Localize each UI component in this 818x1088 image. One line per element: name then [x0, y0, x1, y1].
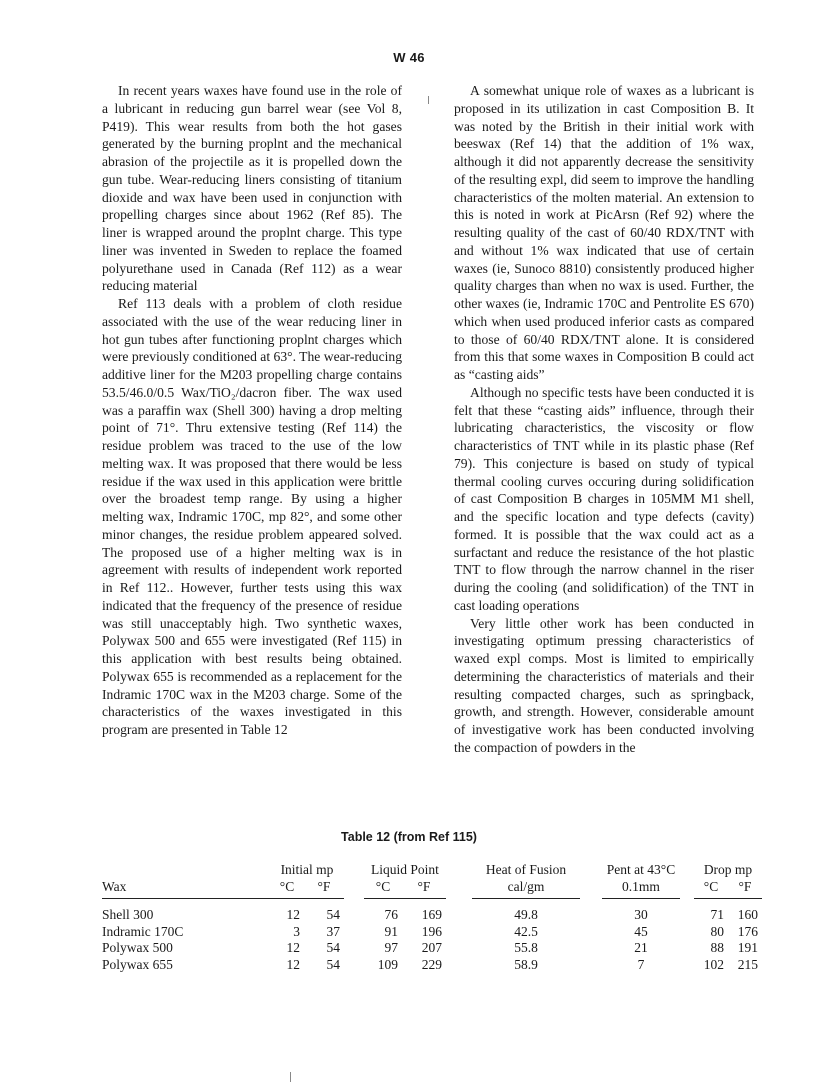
col-header-liq-c: °C: [364, 879, 402, 899]
cell-drop-f: 160: [737, 907, 758, 922]
cell-init-f: 37: [326, 923, 340, 939]
cell-wax: Polywax 500: [102, 940, 173, 955]
cell-liq-f: 229: [421, 956, 442, 972]
cell-pent: 45: [634, 923, 648, 939]
cell-drop-c: 71: [710, 907, 724, 922]
col-header-init-c: °C: [270, 879, 304, 899]
col-header-drop-c: °C: [694, 879, 728, 899]
cell-init-f: 54: [326, 956, 340, 972]
cell-heat: 42.5: [514, 923, 538, 939]
cell-init-c: 12: [286, 956, 300, 972]
cell-liq-c: 97: [384, 940, 398, 955]
col-header-pent-unit: 0.1mm: [602, 879, 680, 899]
cell-liq-f: 169: [421, 907, 442, 922]
table-row: [102, 907, 762, 924]
cell-heat: 55.8: [514, 940, 538, 955]
cell-liq-f: 207: [421, 940, 442, 955]
scan-artifact: [290, 1072, 291, 1082]
cell-init-f: 54: [326, 907, 340, 922]
table-row: [102, 957, 762, 974]
cell-pent: 30: [634, 907, 648, 922]
col-group-initial-mp: Initial mp: [280, 862, 334, 877]
scan-artifact: [428, 96, 429, 104]
cell-wax: Indramic 170C: [102, 923, 184, 939]
cell-drop-c: 102: [703, 956, 724, 972]
table-row: [102, 924, 762, 941]
paragraph: Although no specific tests have been conducted it is felt that these “casting aids” influence, through their lubricating characteristics, the viscosity or flow characteristics of TNT while in its plastic phase (Ref 79). This conjecture is based on study of typical thermal cooling curves occuring during solidification of cast Composition B charges in 105MM M1 shell, and the specific location and type defects (cavity) formed. It is possible that the wax could act as a surfactant and reduce the resistance of the hot plastic TNT to flow through the narrow channel in the riser during the cooling (and solidification) of the TNT in cast loading operations: [454, 384, 754, 613]
cell-wax: Polywax 655: [102, 956, 173, 972]
cell-heat: 58.9: [514, 956, 538, 972]
right-column: [454, 82, 754, 757]
col-header-wax: Wax: [102, 879, 270, 899]
cell-drop-c: 88: [710, 940, 724, 955]
col-group-liquid-point: Liquid Point: [371, 862, 439, 877]
cell-liq-f: 196: [421, 923, 442, 939]
cell-init-f: 54: [326, 940, 340, 955]
cell-pent: 21: [634, 940, 648, 955]
left-column: [102, 82, 402, 739]
col-header-heat-unit: cal/gm: [472, 879, 580, 899]
cell-drop-c: 80: [710, 923, 724, 939]
page-header: W 46: [393, 50, 425, 65]
cell-init-c: 12: [286, 907, 300, 922]
col-group-heat-of-fusion: Heat of Fusion: [485, 862, 567, 877]
paragraph: Ref 113 deals with a problem of cloth residue associated with the use of the wear reducing liner in hot gun tubes after functioning proplnt charges which were previously conditioned at 63°. The wear-reducing additive liner for the M203 propelling charge contains 53.5/46.0/0.5 Wax/TiO₂/dacron fiber. The wax used was a paraffin wax (Shell 300) having a drop melting point of 71°. Thru extensive testing (Ref 114) the residue problem was traced to the use of the low melting wax. It was proposed that there would be less residue if the wax used in this application were brittle over the broadest temp range. By using a higher melting wax, Indramic 170C, mp 82°, and some other minor changes, the residue problem appeared solved. The proposed use of a higher melting wax is in agreement with results of independent work reported in Ref 112.. However, further tests using this wax indicated that the frequency of the presence of residue was still unacceptably high. Two synthetic waxes, Polywax 500 and 655 were investigated (Ref 115) in this application with best results being obtained. Polywax 655 is recommended as a replacement for the Indramic 170C wax in the M203 charge. Some of the characteristics of the waxes investigated in this program are presented in Table 12: [102, 296, 402, 737]
cell-drop-f: 191: [737, 940, 758, 955]
cell-liq-c: 109: [377, 956, 398, 972]
col-header-liq-f: °F: [402, 879, 446, 899]
cell-liq-c: 76: [384, 907, 398, 922]
wax-properties-table: [102, 862, 762, 973]
cell-heat: 49.8: [514, 907, 538, 922]
paragraph: Very little other work has been conducted in investigating optimum pressing characteristics of waxed expl comps. Most is limited to empirically determining the characteristics of materials and their resulting compacted charges, such as springback, growth, and strength. However, considerable amount of investigative work has been conducted involving the compaction of powders in the: [454, 615, 754, 755]
cell-wax: Shell 300: [102, 907, 154, 922]
table-title: Table 12 (from Ref 115): [341, 830, 477, 844]
col-header-drop-f: °F: [728, 879, 762, 899]
table-group-header-row: [102, 862, 762, 879]
col-group-drop-mp: Drop mp: [703, 862, 753, 877]
paragraph: In recent years waxes have found use in the role of a lubricant in reducing gun barrel wear (see Vol 8, P419). This wear results from both the hot gases generated by the burning proplnt and the mechanical abrasion of the projectile as it is propelled down the gun tube. Wear-reducing liners consisting of titanium dioxide and wax have been used in conjunction with propelling charges since about 1962 (Ref 85). The liner is wrapped around the proplnt charge. This type liner was invented in Sweden to replace the foamed polyurethane used in Canada (Ref 112) as a wear reducing material: [102, 83, 402, 294]
col-header-init-f: °F: [304, 879, 344, 899]
cell-init-c: 12: [286, 940, 300, 955]
cell-liq-c: 91: [384, 923, 398, 939]
cell-init-c: 3: [293, 923, 300, 939]
paragraph: A somewhat unique role of waxes as a lubricant is proposed in its utilization in cast Composition B. It was noted by the British in their initial work with beeswax (Ref 14) that the addition of 1% wax, although it did not apparently decrease the sensitivity of the resulting expl, did seem to improve the handling characteristics of the molten material. An extension to this is noted in work at PicArsn (Ref 92) where the resulting quality of the cast of 60/40 RDX/TNT with and without 1% wax indicated that use of certain waxes (ie, Sunoco 8810) consistently produced higher quality charges than when no wax is used. Further, the other waxes (ie, Indramic 170C and Pentrolite ES 670) which when used produced inferior casts as compared to those of 60/40 RDX/TNT alone. It is considered from this that some waxes in Composition B could act as “casting aids”: [454, 83, 754, 382]
cell-drop-f: 176: [737, 923, 758, 939]
cell-drop-f: 215: [737, 956, 758, 972]
col-group-pent: Pent at 43°C: [606, 862, 676, 877]
table-unit-header-row: [102, 879, 762, 899]
cell-pent: 7: [637, 956, 645, 972]
table-row: [102, 940, 762, 957]
